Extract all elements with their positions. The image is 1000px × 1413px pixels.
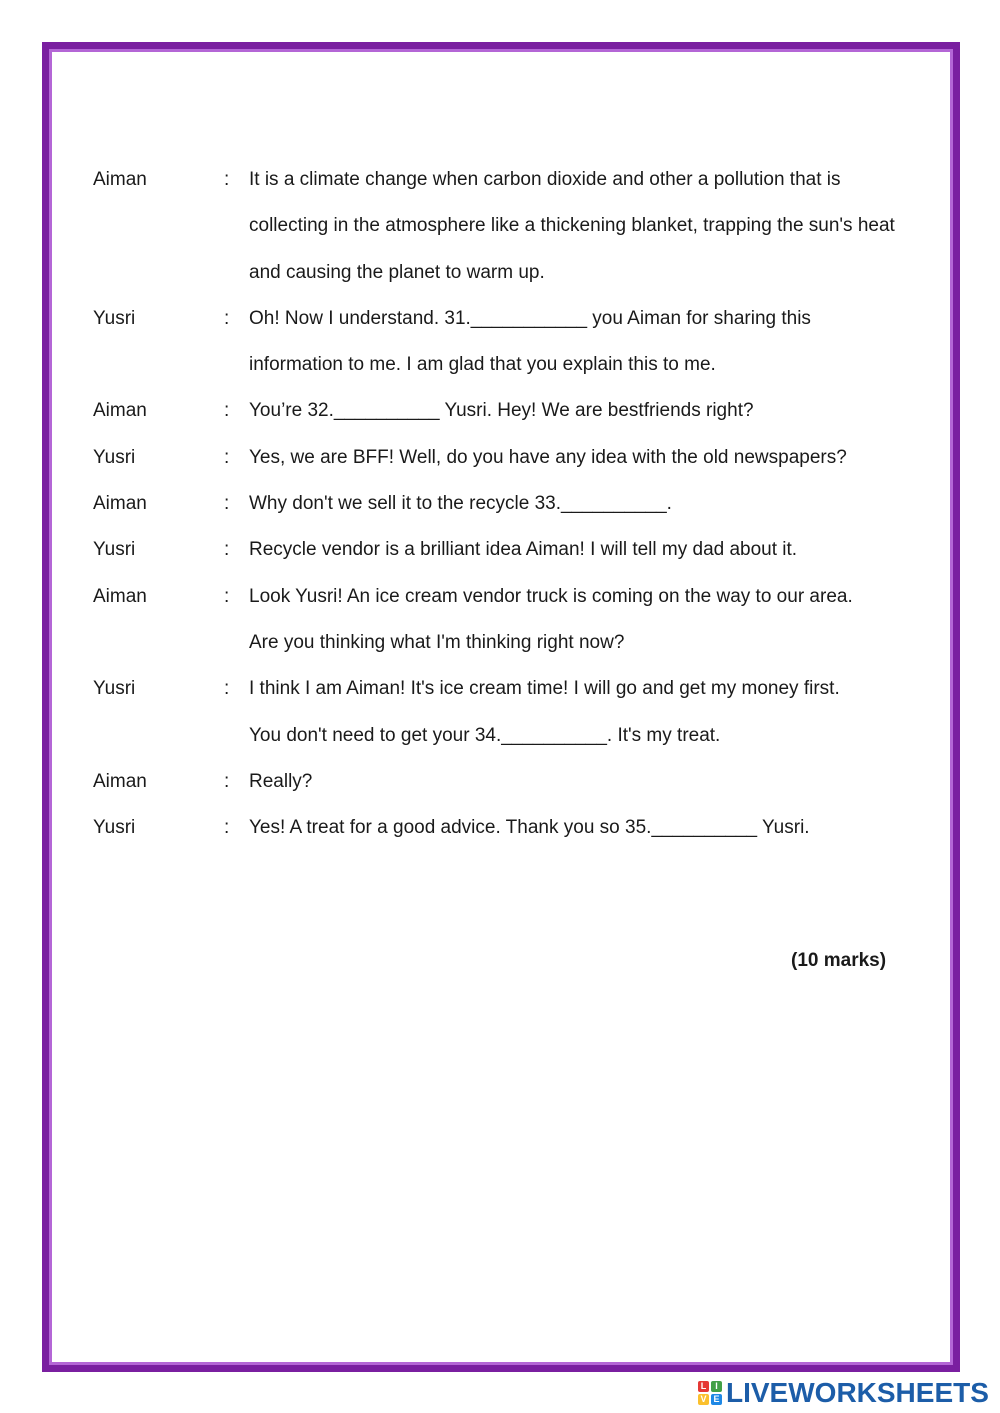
speaker-colon: : xyxy=(224,169,230,190)
dialogue-text xyxy=(249,574,943,667)
dialogue-line: I think I am Aiman! It's ice cream time! I will go and get my money first. xyxy=(249,678,840,700)
speaker-colon: : xyxy=(224,817,230,839)
dialogue-line: Yes! A treat for a good advice. Thank you so 35.__________ Yusri. xyxy=(249,817,810,839)
speaker-name: Yusri xyxy=(93,446,136,468)
logo-letter: I xyxy=(711,1381,722,1392)
dialogue-row xyxy=(93,805,943,851)
dialogue-text xyxy=(249,157,943,296)
dialogue-row xyxy=(93,666,943,759)
dialogue-line: collecting in the atmosphere like a thickening blanket, trapping the sun's heat xyxy=(249,215,895,237)
dialogue-row xyxy=(93,157,943,296)
dialogue-row xyxy=(93,574,943,667)
speaker-colon: : xyxy=(224,539,230,561)
liveworksheets-logo[interactable] xyxy=(698,1378,989,1408)
speaker-colon: : xyxy=(224,400,230,422)
speaker-name: Aiman xyxy=(93,169,147,190)
dialogue-line: Look Yusri! An ice cream vendor truck is coming on the way to our area. xyxy=(249,585,853,607)
speaker-name: Yusri xyxy=(93,307,136,329)
dialogue-line: Recycle vendor is a brilliant idea Aiman! I will tell my dad about it. xyxy=(249,539,798,561)
dialogue-line: Yes, we are BFF! Well, do you have any idea with the old newspapers? xyxy=(249,446,847,468)
dialogue-section xyxy=(93,157,943,851)
dialogue-text xyxy=(249,527,943,573)
dialogue-text xyxy=(249,388,943,434)
dialogue-line: and causing the planet to warm up. xyxy=(249,261,545,283)
dialogue-line: information to me. I am glad that you explain this to me. xyxy=(249,354,716,376)
dialogue-text xyxy=(249,759,943,805)
dialogue-line: You’re 32.__________ Yusri. Hey! We are bestfriends right? xyxy=(249,400,754,422)
speaker-name: Yusri xyxy=(93,539,136,561)
dialogue-row xyxy=(93,388,943,434)
logo-mark-icon xyxy=(698,1381,722,1405)
brand-name: LIVEWORKSHEETS xyxy=(726,1377,989,1408)
speaker-colon: : xyxy=(224,585,230,607)
speaker-colon: : xyxy=(224,493,230,515)
speaker-name: Aiman xyxy=(93,585,147,607)
dialogue-line: You don't need to get your 34.__________. It's my treat. xyxy=(249,724,721,746)
logo-letter: V xyxy=(698,1394,709,1405)
marks-label: (10 marks) xyxy=(791,950,887,971)
speaker-name: Aiman xyxy=(93,400,147,422)
dialogue-row xyxy=(93,435,943,481)
dialogue-row xyxy=(93,296,943,389)
logo-letter: E xyxy=(711,1394,722,1405)
speaker-name: Aiman xyxy=(93,493,147,515)
dialogue-row xyxy=(93,759,943,805)
dialogue-line: It is a climate change when carbon dioxide and other a pollution that is xyxy=(249,169,841,190)
dialogue-line: Oh! Now I understand. 31.___________ you Aiman for sharing this xyxy=(249,307,811,329)
dialogue-text xyxy=(249,481,943,527)
dialogue-text xyxy=(249,666,943,759)
logo-letter: L xyxy=(698,1381,709,1392)
speaker-name: Yusri xyxy=(93,817,136,839)
dialogue-row xyxy=(93,527,943,573)
speaker-colon: : xyxy=(224,446,230,468)
dialogue-line: Why don't we sell it to the recycle 33.__________. xyxy=(249,493,672,515)
speaker-name: Yusri xyxy=(93,678,136,700)
speaker-colon: : xyxy=(224,307,230,329)
dialogue-row xyxy=(93,481,943,527)
dialogue-line: Really? xyxy=(249,770,313,792)
dialogue-text xyxy=(249,296,943,389)
speaker-colon: : xyxy=(224,678,230,700)
speaker-colon: : xyxy=(224,770,230,792)
speaker-name: Aiman xyxy=(93,770,147,792)
dialogue-text xyxy=(249,435,943,481)
dialogue-line: Are you thinking what I'm thinking right now? xyxy=(249,631,625,653)
dialogue-text xyxy=(249,805,943,851)
